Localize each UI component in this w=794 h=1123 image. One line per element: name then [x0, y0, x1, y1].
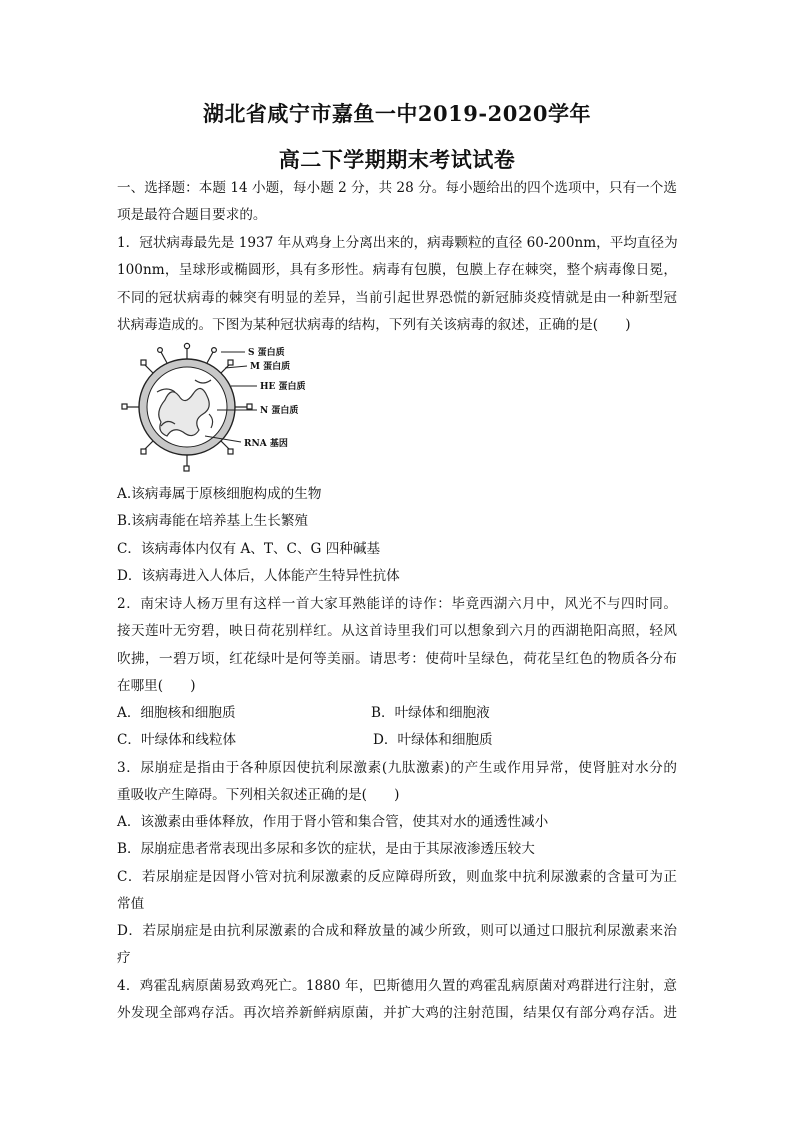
- label-s-protein: S 蛋白质: [248, 348, 285, 358]
- q3-option-b: B．尿崩症患者常表现出多尿和多饮的症状，是由于其尿液渗透压较大: [117, 841, 535, 857]
- label-rna-gene: RNA 基因: [244, 439, 288, 449]
- q3-option-d-cont: 疗: [117, 950, 131, 966]
- q3-option-d: D．若尿崩症是由抗利尿激素的合成和释放量的减少所致，则可以通过口服抗利尿激素来治: [117, 923, 677, 939]
- q2-stem-line: 接天莲叶无穷碧，映日荷花别样红。从这首诗里我们可以想象到六月的西湖艳阳高照，轻风: [117, 623, 677, 639]
- q3-option-a: A．该激素由垂体释放，作用于肾小管和集合管，使其对水的通透性减小: [117, 814, 549, 830]
- q1-option-a: A.该病毒属于原核细胞构成的生物: [117, 486, 322, 502]
- q4-stem-line: 外发现全部鸡存活。再次培养新鲜病原菌，并扩大鸡的注射范围，结果仅有部分鸡存活。进: [117, 1005, 677, 1021]
- label-n-protein: N 蛋白质: [260, 406, 299, 416]
- coronavirus-structure-figure: [117, 340, 317, 475]
- section-instruction-cont: 项是最符合题目要求的。: [117, 207, 267, 223]
- q2-option-c: C．叶绿体和线粒体: [117, 732, 237, 748]
- q1-stem-line: 1．冠状病毒最先是 1937 年从鸡身上分离出来的，病毒颗粒的直径 60-200nm，平均直径为: [117, 235, 678, 251]
- section-instruction: 一、选择题：本题 14 小题，每小题 2 分，共 28 分。每小题给出的四个选项中，只有一个选: [117, 180, 677, 196]
- q1-stem-line: 100nm，呈球形或椭圆形，具有多形性。病毒有包膜，包膜上存在棘突，整个病毒像日冕，: [117, 262, 677, 278]
- q2-stem-line: 2．南宋诗人杨万里有这样一首大家耳熟能详的诗作：毕竟西湖六月中，风光不与四时同。: [117, 596, 677, 612]
- exam-title-line-1: 湖北省咸宁市嘉鱼一中2019-2020学年: [202, 101, 592, 126]
- q2-option-d: D．叶绿体和细胞质: [373, 732, 493, 748]
- exam-title-line-2: 高二下学期期末考试试卷: [278, 147, 516, 172]
- q1-option-b: B.该病毒能在培养基上生长繁殖: [117, 513, 309, 529]
- q1-option-c: C．该病毒体内仅有 A、T、C、G 四种碱基: [117, 541, 381, 557]
- q4-stem-line: 4．鸡霍乱病原菌易致鸡死亡。1880 年，巴斯德用久置的鸡霍乱病原菌对鸡群进行注射，意: [117, 978, 677, 994]
- q2-option-b: B．叶绿体和细胞液: [371, 705, 490, 721]
- q3-stem-line: 3．尿崩症是指由于各种原因使抗利尿激素(九肽激素)的产生或作用异常，使肾脏对水分的: [117, 760, 677, 776]
- q1-stem-line: 状病毒造成的。下图为某种冠状病毒的结构，下列有关该病毒的叙述，正确的是( ): [117, 317, 631, 333]
- q3-stem-line: 重吸收产生障碍。下列相关叙述正确的是( ): [117, 787, 400, 803]
- q1-option-d: D．该病毒进入人体后，人体能产生特异性抗体: [117, 568, 400, 584]
- label-he-protein: HE 蛋白质: [260, 382, 306, 392]
- q3-option-c: C．若尿崩症是因肾小管对抗利尿激素的反应障碍所致，则血浆中抗利尿激素的含量可为正: [117, 869, 677, 885]
- q2-option-a: A．细胞核和细胞质: [117, 705, 236, 721]
- q2-stem-line: 吹拂，一碧万顷，红花绿叶是何等美丽。请思考：使荷叶呈绿色，荷花呈红色的物质各分布: [117, 651, 677, 667]
- q2-stem-line: 在哪里( ): [117, 678, 196, 694]
- q1-stem-line: 不同的冠状病毒的棘突有明显的差异，当前引起世界恐慌的新冠肺炎疫情就是由一种新型冠: [117, 290, 677, 306]
- q3-option-c-cont: 常值: [117, 896, 145, 912]
- label-m-protein: M 蛋白质: [250, 362, 291, 372]
